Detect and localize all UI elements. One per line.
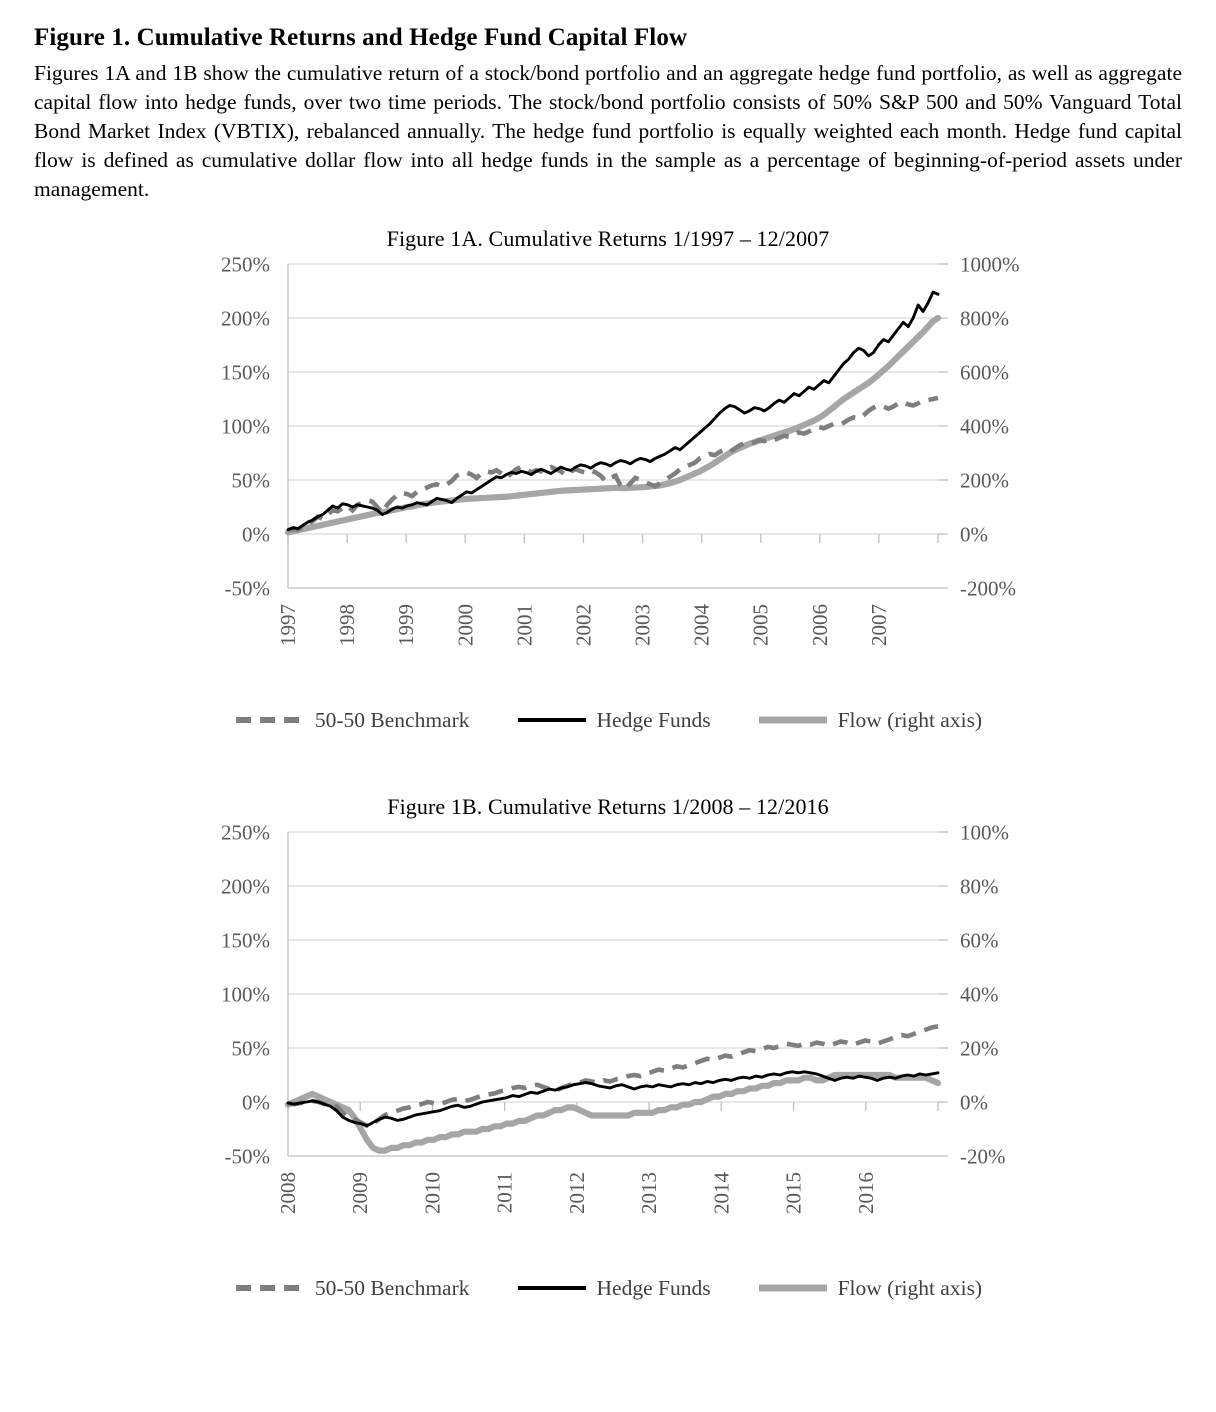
legend-swatch-solid-icon <box>516 1282 588 1294</box>
x-axis-tick-label: 2016 <box>853 1171 878 1214</box>
y-axis-left-tick: 0% <box>242 1090 270 1115</box>
legend-item-flow <box>757 1276 983 1301</box>
x-axis-tick-label: 1997 <box>276 603 300 646</box>
x-axis-tick-label: 2007 <box>866 603 891 646</box>
legend-item-flow <box>757 708 983 733</box>
y-axis-left-tick: 150% <box>221 928 270 953</box>
x-axis-tick-label: 2008 <box>276 1171 300 1214</box>
y-axis-right-tick: 20% <box>960 1036 999 1061</box>
legend-swatch-solid-icon <box>516 714 588 726</box>
x-axis-tick-label: 2012 <box>564 1171 589 1214</box>
chart-1a-legend <box>34 708 1182 733</box>
legend-label-benchmark: 50-50 Benchmark <box>314 707 470 732</box>
legend-swatch-dashed-icon <box>234 714 306 726</box>
y-axis-right-tick: 400% <box>960 414 1009 439</box>
y-axis-left-tick: 100% <box>221 414 270 439</box>
x-axis-tick-label: 2004 <box>689 603 714 646</box>
legend-item-benchmark <box>234 708 470 733</box>
x-axis-tick-label: 2000 <box>453 603 478 646</box>
x-axis-tick-label: 2002 <box>571 603 596 646</box>
x-axis-tick-label: 2011 <box>492 1171 517 1214</box>
x-axis-tick-label: 2006 <box>807 603 832 646</box>
figure-title: Figure 1. Cumulative Returns and Hedge Fund Capital Flow <box>34 24 688 51</box>
y-axis-right-tick: 200% <box>960 468 1009 493</box>
legend-label-benchmark: 50-50 Benchmark <box>314 1275 470 1300</box>
chart-1b-plot <box>34 824 1182 1274</box>
y-axis-right-tick: 0% <box>960 522 988 547</box>
figure-note: Figures 1A and 1B show the cumulative return of a stock/bond portfolio and an aggregate hedge fund portfolio, as well as aggregate capital flow into hedge funds, over two time periods. The stock/bond portfolio consists of 50% S&P 500 and 50% Vanguard Total Bond Market Index (VBTIX), rebalanced annually. The hedge fund portfolio is equally weighted each month. Hedge fund capital flow is defined as cumulative dollar flow into all hedge funds in the sample as a percentage of beginning-of-period assets under management. <box>34 61 1182 201</box>
y-axis-left-tick: -50% <box>224 576 270 601</box>
legend-label-hedge-funds: Hedge Funds <box>596 707 711 732</box>
x-axis-tick-label: 2010 <box>420 1171 445 1214</box>
y-axis-right-tick: -20% <box>960 1144 1006 1169</box>
y-axis-left-tick: 200% <box>221 306 270 331</box>
x-axis-tick-label: 2001 <box>512 603 537 646</box>
y-axis-left-tick: 150% <box>221 360 270 385</box>
chart-figure-1b <box>34 794 1182 1334</box>
y-axis-right-tick: -200% <box>960 576 1016 601</box>
y-axis-left-tick: -50% <box>224 1144 270 1169</box>
y-axis-left-tick: 100% <box>221 982 270 1007</box>
x-axis-tick-label: 2013 <box>637 1171 662 1214</box>
chart-1b-legend <box>34 1276 1182 1301</box>
y-axis-right-tick: 1000% <box>960 255 1020 277</box>
y-axis-right-tick: 80% <box>960 874 999 899</box>
y-axis-left-tick: 50% <box>231 468 270 493</box>
x-axis-tick-label: 2009 <box>348 1171 373 1214</box>
y-axis-left-tick: 250% <box>221 823 270 845</box>
y-axis-right-tick: 0% <box>960 1090 988 1115</box>
chart-1a-title: Figure 1A. Cumulative Returns 1/1997 – 12/2007 <box>386 225 830 251</box>
x-axis-tick-label: 1998 <box>335 603 360 646</box>
x-axis-tick-label: 2014 <box>709 1171 734 1214</box>
chart-figure-1a <box>34 226 1182 766</box>
y-axis-right-tick: 800% <box>960 306 1009 331</box>
x-axis-tick-label: 2003 <box>630 603 655 646</box>
y-axis-left-tick: 0% <box>242 522 270 547</box>
y-axis-right-tick: 600% <box>960 360 1009 385</box>
y-axis-right-tick: 60% <box>960 928 999 953</box>
legend-item-benchmark <box>234 1276 470 1301</box>
legend-swatch-thick-icon <box>757 1282 829 1294</box>
legend-swatch-thick-icon <box>757 714 829 726</box>
legend-label-hedge-funds: Hedge Funds <box>596 1275 711 1300</box>
legend-item-hedge-funds <box>516 1276 711 1301</box>
legend-label-flow: Flow (right axis) <box>837 707 983 732</box>
x-axis-tick-label: 2005 <box>748 603 773 646</box>
y-axis-right-tick: 40% <box>960 982 999 1007</box>
y-axis-left-tick: 250% <box>221 255 270 277</box>
x-axis-tick-label: 2015 <box>781 1171 806 1214</box>
legend-swatch-dashed-icon <box>234 1282 306 1294</box>
x-axis-tick-label: 1999 <box>394 603 419 646</box>
legend-label-flow: Flow (right axis) <box>837 1275 983 1300</box>
chart-1b-title: Figure 1B. Cumulative Returns 1/2008 – 12/2016 <box>387 793 829 819</box>
y-axis-left-tick: 50% <box>231 1036 270 1061</box>
chart-1a-plot <box>34 256 1182 706</box>
y-axis-left-tick: 200% <box>221 874 270 899</box>
series-line-flow-right-axis <box>288 318 938 532</box>
legend-item-hedge-funds <box>516 708 711 733</box>
y-axis-right-tick: 100% <box>960 823 1009 845</box>
series-line-hedge-funds <box>288 292 938 530</box>
